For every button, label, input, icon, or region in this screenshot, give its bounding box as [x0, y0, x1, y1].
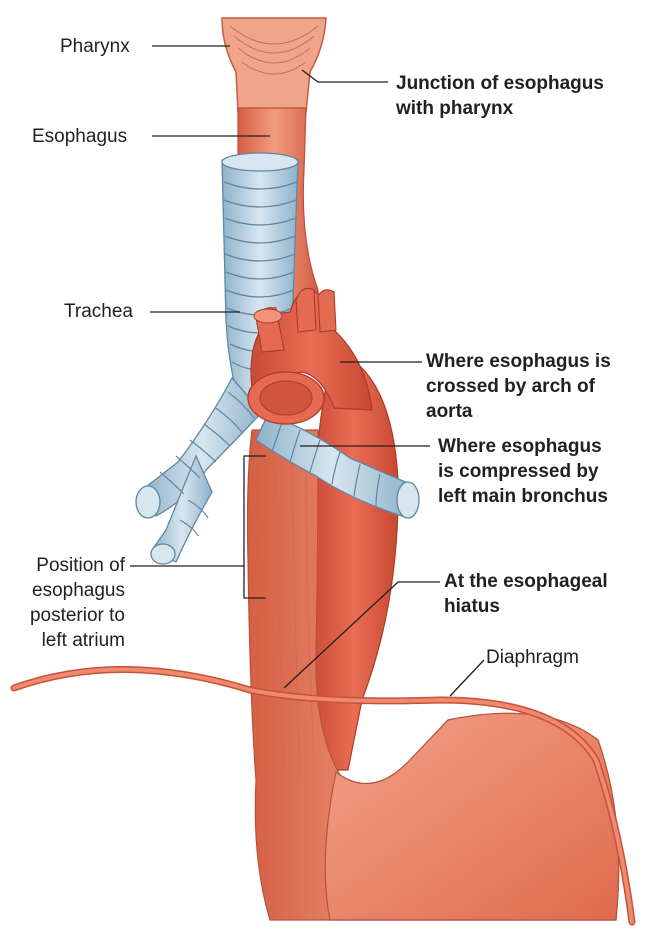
- label-junction-line2: with pharynx: [396, 98, 514, 119]
- label-diaphragm: Diaphragm: [486, 647, 579, 668]
- label-hiatus-line1: At the esophageal: [444, 571, 608, 592]
- aortic-arch: [248, 288, 372, 424]
- label-trachea: Trachea: [64, 301, 133, 322]
- label-bronchus-line1: Where esophagus: [438, 436, 602, 457]
- stomach: [325, 713, 618, 920]
- label-arch-line3: aorta: [426, 401, 473, 422]
- label-esophagus: Esophagus: [32, 126, 128, 147]
- label-position-line3: posterior to: [29, 605, 125, 626]
- label-pharynx: Pharynx: [60, 36, 130, 57]
- label-arch-line1: Where esophagus is: [426, 351, 611, 372]
- label-arch: [426, 349, 611, 424]
- label-position-line2: esophagus: [32, 580, 125, 601]
- label-arch-line2: crossed by arch of: [426, 376, 595, 397]
- label-bronchus: [438, 434, 608, 509]
- label-hiatus-line2: hiatus: [444, 596, 500, 617]
- leader-junction: [302, 70, 388, 82]
- label-bronchus-line2: is compressed by: [438, 461, 599, 482]
- label-position-line4: left atrium: [41, 630, 125, 651]
- descending-aorta: [310, 350, 398, 770]
- label-position-line1: Position of: [36, 555, 125, 576]
- label-junction-line1: Junction of esophagus: [396, 73, 604, 94]
- pharynx-shape: [222, 18, 326, 112]
- label-bronchus-line3: left main bronchus: [438, 486, 608, 507]
- label-hiatus: [444, 569, 608, 619]
- leader-diaphragm: [450, 660, 484, 696]
- label-position: [30, 553, 125, 653]
- label-junction: [396, 71, 604, 121]
